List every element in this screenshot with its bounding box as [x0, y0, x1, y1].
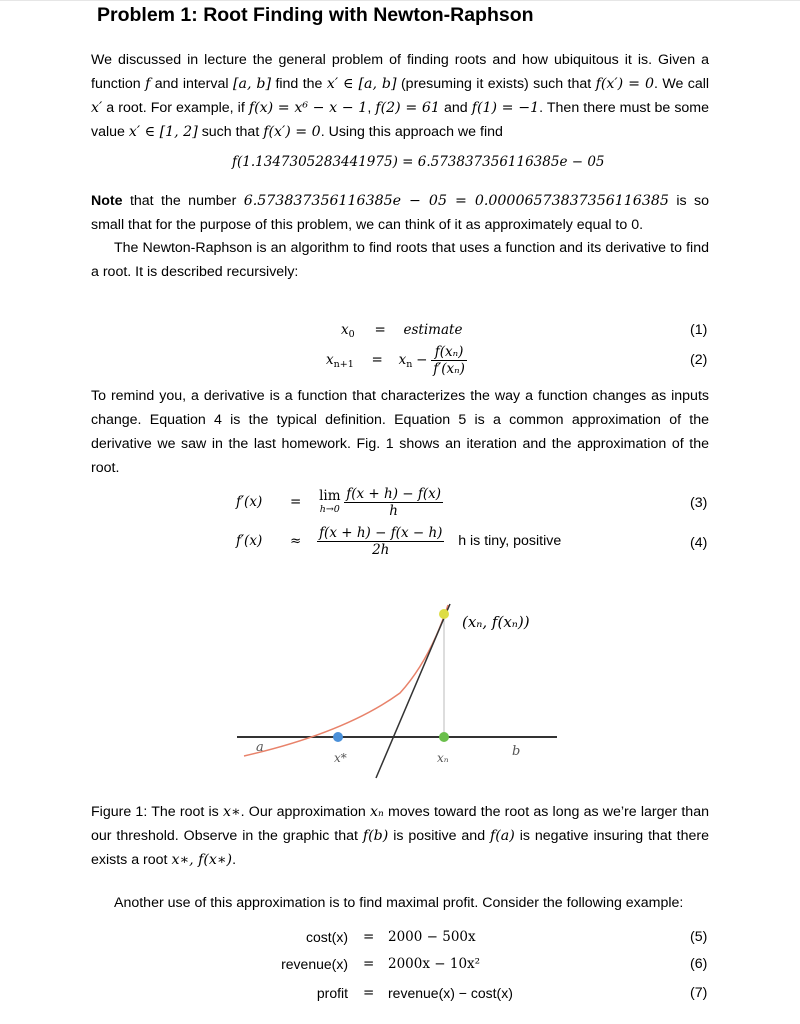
equation-6-number: (6) [690, 956, 708, 972]
root-point-marker [333, 732, 343, 742]
result-equation: f(1.1347305283441975) = 6.573837356116385e − 05 [232, 154, 605, 170]
equation-1-number: (1) [690, 322, 708, 338]
equation-4: f′(x) ≈ $\frac{f(x + h) - f(x - h)}{2h}$ h is tiny, positive [236, 525, 562, 558]
current-point-marker [439, 609, 449, 619]
figure-caption: Figure 1: The root is x∗. Our approximation xₙ moves toward the root as long as we’re larger than our threshold. Observe in the graphic that f(b) is positive and f(a) is negative insuring that there exists a root x∗, f(x∗). [91, 804, 709, 868]
newton-intro-paragraph: The Newton-Raphson is an algorithm to find roots that uses a function and its derivative to find a root. It is described recursively: [91, 240, 709, 280]
root-label: x* [334, 751, 347, 765]
equation-3: f′(x) = lim h→0 $\frac{f(x + h) - f(x)}{h}$ [236, 486, 442, 519]
equation-4-number: (4) [690, 535, 708, 551]
problem-title: Problem 1: Root Finding with Newton-Raphson [97, 4, 534, 26]
equation-7-number: (7) [690, 985, 708, 1001]
derivative-paragraph: To remind you, a derivative is a function that characterizes the way a function changes as inputs change. Equation 4 is the typical definition. Equation 5 is a common approximation of the derivative we saw in the last homework. Fig. 1 shows an iteration and the approximation of the root. [91, 388, 709, 476]
equation-3-number: (3) [690, 495, 708, 511]
xn-point-marker [439, 732, 449, 742]
a-label: a [256, 740, 264, 755]
equation-1: $x_0$ = estimate [341, 322, 463, 340]
equation-2: $x_{n+1} = x_n$ − $\frac{\text{f(xₙ)}}{\text{f′(xₙ)}}$ [326, 344, 465, 377]
intro-paragraph: We discussed in lecture the general problem of finding roots and how ubiquitous it is. Given a function f and interval [a, b] find the x′ ∈ [a, b] (presuming it exists) such that f(x′) = 0. We call x′ a root. For example, if f(x) = x⁶ − x − 1, f(2) = 61 and f(1) = −1. Then there must be some value x′ ∈ [1, 2] such that f(x′) = 0. Using this approach we find [91, 52, 710, 140]
xn-label: xₙ [437, 751, 449, 765]
equation-5-number: (5) [690, 929, 708, 945]
point-label: (xₙ, f(xₙ)) [462, 613, 530, 631]
b-label: b [512, 744, 521, 759]
equation-2-number: (2) [690, 352, 708, 368]
note-paragraph: Note that the number 6.573837356116385e − 05 = 0.00006573837356116385 is so small that for the purpose of this problem, we can think of it as approximately equal to 0. [91, 193, 709, 233]
profit-intro-paragraph: Another use of this approximation is to find maximal profit. Consider the following example: [114, 895, 684, 911]
